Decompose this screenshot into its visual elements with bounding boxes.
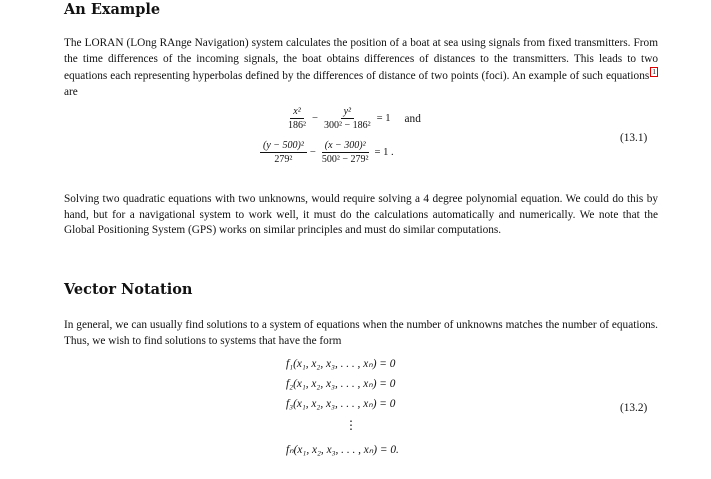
vector-notation-paragraph: In general, we can usually find solutions to a system of equations when the number of unknowns matches the number of equations. Thus, we wish to find solutions to systems that have the form [64, 319, 658, 347]
fraction-x-squared: $\frac{\text{x²}}{\text{186²}}$ [288, 106, 306, 131]
equation-rhs-2: = 1 . [374, 147, 394, 158]
and-word: and [404, 112, 421, 125]
section-heading-vector-notation: Vector Notation [64, 281, 193, 298]
loran-paragraph-end: are [64, 85, 78, 98]
system-equation-last-line: fₙ(x₁, x₂, x₃, . . . , xₙ) = 0. [286, 444, 399, 456]
equation-rhs-1: = 1 [376, 113, 391, 124]
equation-number-13-2: (13.2) [620, 402, 648, 414]
system-equation-line-1: f₁(x₁, x₂, x₃, . . . , xₙ) = 0 [286, 358, 396, 370]
equation-13-1-line1: $\frac{\text{x²}}{\text{186²}}$ − $\frac{\text{y²}}{\text{300² − 186²}}$ = 1 and [282, 106, 421, 131]
fraction-x-minus-300: $\frac{\text{(x − 300)²}}{\text{500² − 279²}}$ [321, 140, 369, 165]
solving-paragraph: Solving two quadratic equations with two unknowns, would require solving a 4 degree polynomial equation. We could do this by hand, but for a navigational system to work well, it must do the calculations automatically and numerically. We note that the Global Positioning System (GPS) works on similar principles and must do similar computations. [64, 193, 658, 237]
footnote-link[interactable]: 1 [652, 67, 656, 77]
loran-paragraph [64, 36, 658, 100]
system-equation-line-2: f₂(x₁, x₂, x₃, . . . , xₙ) = 0 [286, 378, 396, 390]
fraction-y-minus-500: $\frac{\text{(y − 500)²}}{\text{279²}}$ [260, 140, 307, 165]
equation-number-13-1: (13.1) [620, 132, 648, 144]
loran-paragraph-text: The LORAN (LOng RAnge Navigation) system calculates the position of a boat at sea using signals from fixed transmitters. From the time differences of the incoming signals, the boat obtains differences of distances to the transmitters. This leads to two equations each representing hyperbolas defined by the differences of distance of two points (foci). An example of such equations [64, 37, 658, 82]
vertical-dots: ⋮ [345, 418, 357, 432]
system-equation-line-3: f₃(x₁, x₂, x₃, . . . , xₙ) = 0 [286, 398, 396, 410]
equation-13-1-line2: $\frac{\text{(y − 500)²}}{\text{279²}}$ − $\frac{\text{(x − 300)²}}{\text{500² − 279²}}$ = 1 . [257, 140, 394, 165]
section-heading-an-example: An Example [64, 1, 161, 18]
fraction-y-squared: $\frac{\text{y²}}{\text{300² − 186²}}$ [323, 106, 371, 131]
